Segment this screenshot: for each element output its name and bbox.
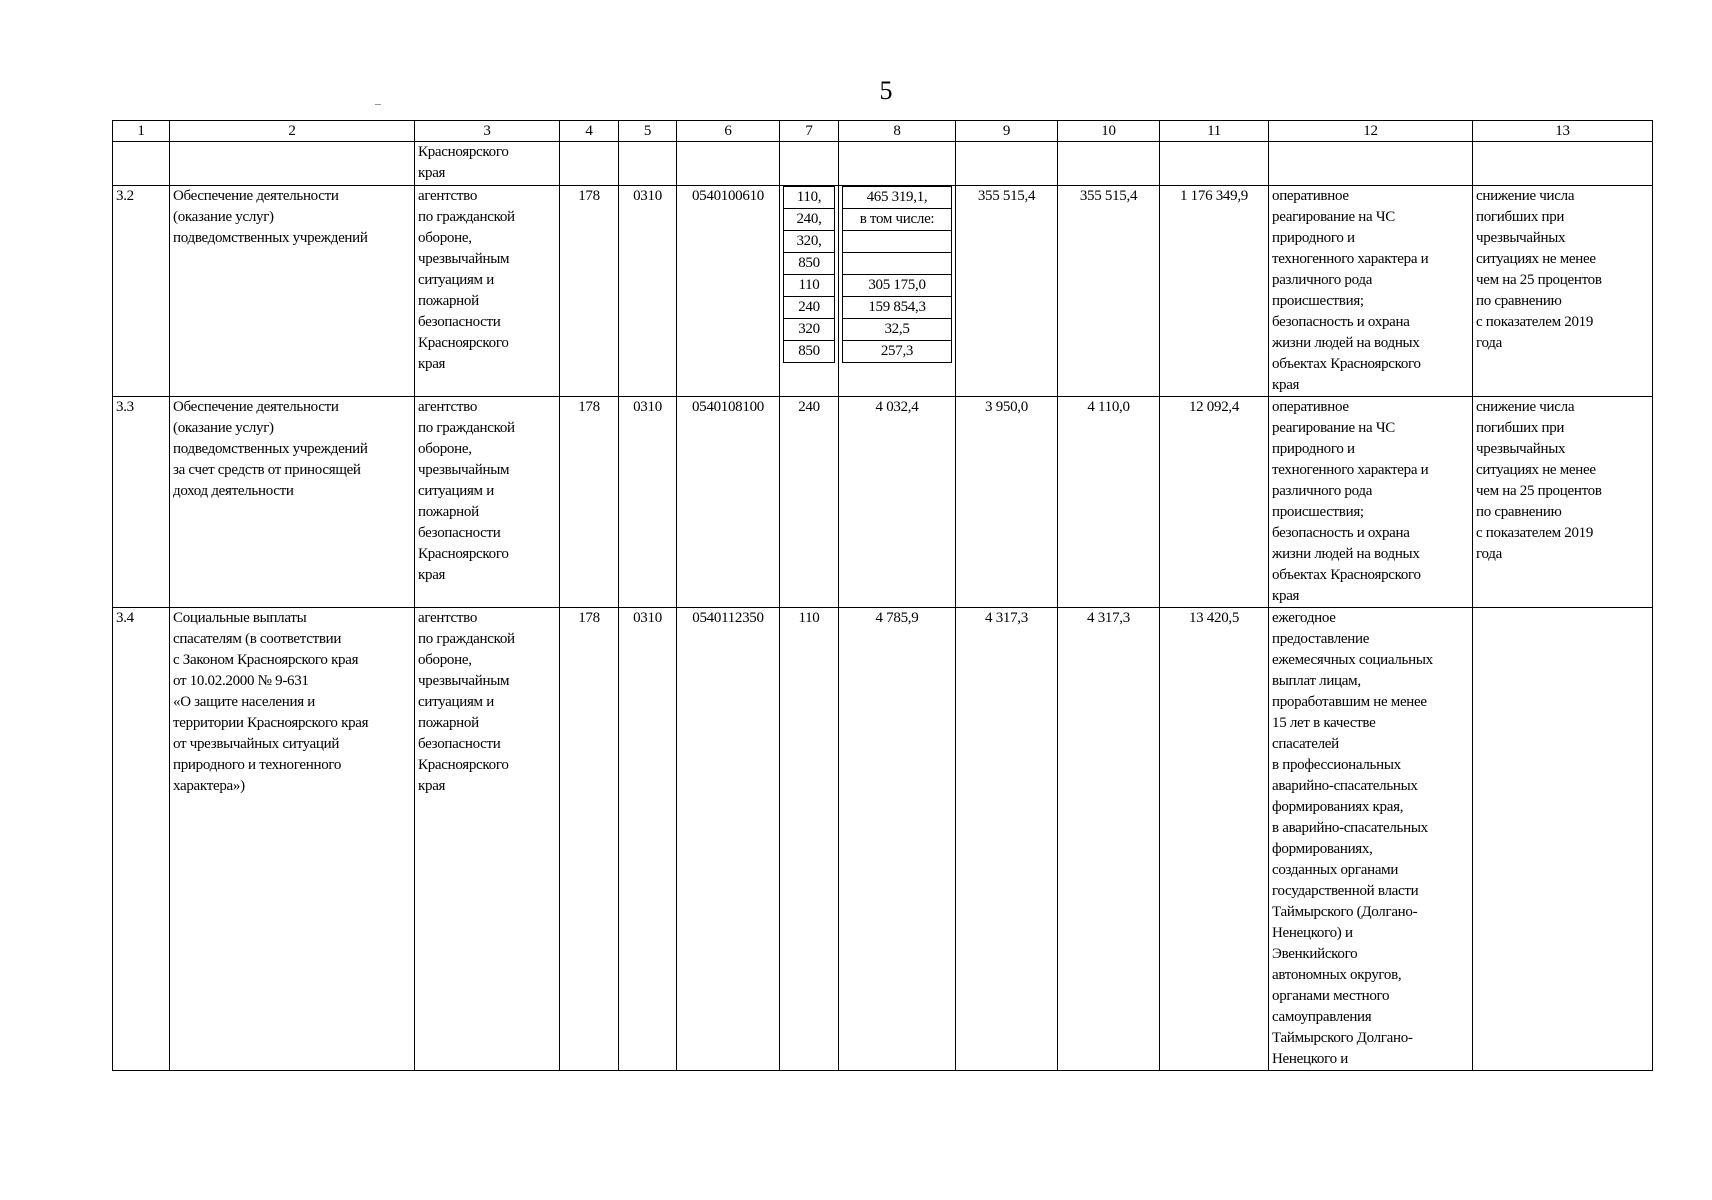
table-row-3-3 <box>113 397 1653 608</box>
vr-code: 240 <box>780 397 839 608</box>
expected-result: оперативное реагирование на ЧС природного и техногенного характера и различного рода происшествия; безопасность и охрана жизни людей на водных объектах Красноярского края <box>1269 186 1473 397</box>
rzpr-code: 0310 <box>619 608 677 1071</box>
row-number: 3.4 <box>113 608 170 1071</box>
header-cell: 11 <box>1160 121 1269 142</box>
expected-result: оперативное реагирование на ЧС природного и техногенного характера и различного рода происшествия; безопасность и охрана жизни людей на водных объектах Красноярского края <box>1269 397 1473 608</box>
amount-2021: 355 515,4 <box>1058 186 1160 397</box>
header-row <box>113 121 1653 142</box>
amount-2021: 4 110,0 <box>1058 397 1160 608</box>
row-number: 3.3 <box>113 397 170 608</box>
row-number: 3.2 <box>113 186 170 397</box>
csr-code: 0540112350 <box>677 608 780 1071</box>
csr-code: 0540108100 <box>677 397 780 608</box>
agency-cell: агентство по гражданской обороне, чрезвычайным ситуациям и пожарной безопасности Красноярского края <box>415 397 560 608</box>
scan-mark <box>375 104 381 105</box>
activity-name: Обеспечение деятельности (оказание услуг) подведомственных учреждений за счет средств от приносящей доход деятельности <box>170 397 415 608</box>
table-row-3-2 <box>113 186 1653 397</box>
vr-code: 110 <box>780 608 839 1071</box>
activity-name: Обеспечение деятельности (оказание услуг) подведомственных учреждений <box>170 186 415 397</box>
amount-2019: 4 032,4 <box>839 397 956 608</box>
csr-code: 0540100610 <box>677 186 780 397</box>
grbs-code: 178 <box>560 397 619 608</box>
amount-2021: 4 317,3 <box>1058 608 1160 1071</box>
table-row-continuation <box>113 142 1653 186</box>
expected-result: ежегодное предоставление ежемесячных социальных выплат лицам, проработавшим не менее 15 лет в качестве спасателей в профессиональных аварийно-спасательных формированиях края, в аварийно-спасательных формированиях, созданных органами государственной власти Таймырского (Долгано- Ненецкого) и Эвенкийского автономных округов, органами местного самоуправления Таймырского Долгано- Ненецкого и <box>1269 608 1473 1071</box>
header-cell: 3 <box>415 121 560 142</box>
rzpr-code: 0310 <box>619 186 677 397</box>
header-cell: 9 <box>956 121 1058 142</box>
budget-table <box>112 120 1653 1071</box>
amount-total: 1 176 349,9 <box>1160 186 1269 397</box>
header-cell: 12 <box>1269 121 1473 142</box>
header-cell: 5 <box>619 121 677 142</box>
grbs-code: 178 <box>560 608 619 1071</box>
amount-total: 12 092,4 <box>1160 397 1269 608</box>
header-cell: 7 <box>780 121 839 142</box>
activity-name: Социальные выплаты спасателям (в соответствии с Законом Красноярского края от 10.02.2000 № 9-631 «О защите населения и территории Красноярского края от чрезвычайных ситуаций природного и техногенного характера») <box>170 608 415 1071</box>
vr-codes: 110, 240, 320, 850 110 240 320 850 <box>780 186 839 397</box>
amount-2020: 4 317,3 <box>956 608 1058 1071</box>
header-cell: 6 <box>677 121 780 142</box>
header-cell: 13 <box>1473 121 1653 142</box>
header-cell: 8 <box>839 121 956 142</box>
agency-cell: агентство по гражданской обороне, чрезвычайным ситуациям и пожарной безопасности Красноярского края <box>415 608 560 1071</box>
target-indicator <box>1473 608 1653 1071</box>
target-indicator: снижение числа погибших при чрезвычайных ситуациях не менее чем на 25 процентов по сравнению с показателем 2019 года <box>1473 186 1653 397</box>
header-cell: 10 <box>1058 121 1160 142</box>
table-row-3-4 <box>113 608 1653 1071</box>
amount-2019: 465 319,1, в том числе: 305 175,0 159 854,3 32,5 257,3 <box>839 186 956 397</box>
agency-cell: Красноярского края <box>415 142 560 186</box>
target-indicator: снижение числа погибших при чрезвычайных ситуациях не менее чем на 25 процентов по сравнению с показателем 2019 года <box>1473 397 1653 608</box>
agency-cell: агентство по гражданской обороне, чрезвычайным ситуациям и пожарной безопасности Красноярского края <box>415 186 560 397</box>
header-cell: 2 <box>170 121 415 142</box>
amount-2019: 4 785,9 <box>839 608 956 1071</box>
amount-2020: 355 515,4 <box>956 186 1058 397</box>
page-number: 5 <box>879 76 893 105</box>
header-cell: 1 <box>113 121 170 142</box>
rzpr-code: 0310 <box>619 397 677 608</box>
header-cell: 4 <box>560 121 619 142</box>
amount-total: 13 420,5 <box>1160 608 1269 1071</box>
grbs-code: 178 <box>560 186 619 397</box>
amount-2020: 3 950,0 <box>956 397 1058 608</box>
